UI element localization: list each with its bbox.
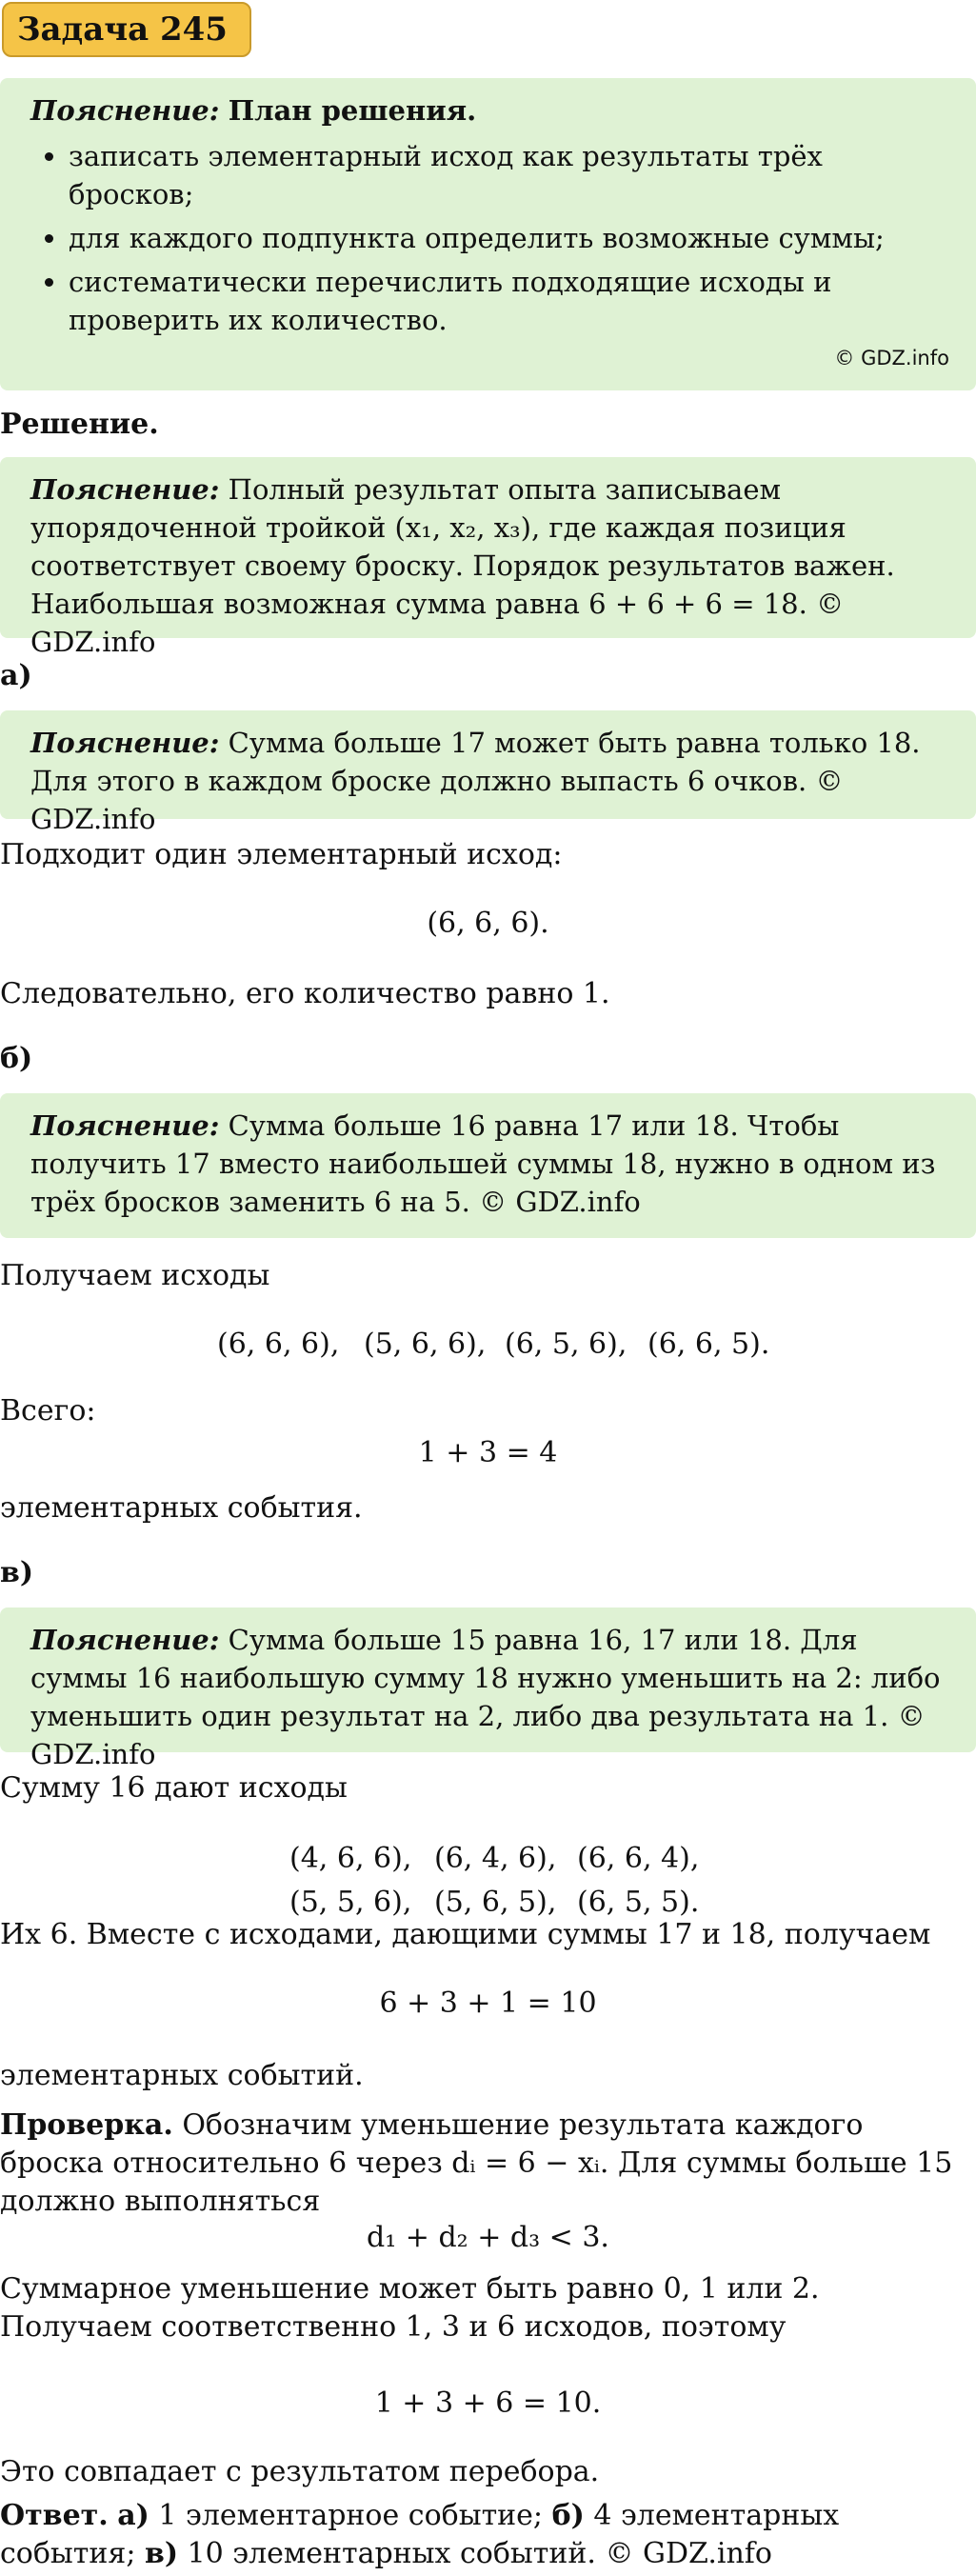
part-c-note-text: Сумма больше 15 равна 16, 17 или 18. Для суммы 16 наибольшую сумму 18 нужно уменьшить на 2: либо уменьшить один результат на 2, либо два результата на 1. © GDZ.info xyxy=(30,1624,941,1770)
intro-note-lead: Пояснение: xyxy=(30,473,220,506)
check-lead: Проверка. xyxy=(0,2108,173,2142)
part-b-outcome: (6, 6, 5). xyxy=(647,1328,770,1361)
part-c-formula: 6 + 3 + 1 = 10 xyxy=(379,1987,597,2020)
answer-c-text: 10 элементарных событий. © GDZ.info xyxy=(178,2537,772,2570)
check-text1: Обозначим уменьшение результата каждого броска относительно 6 через dᵢ = 6 − xᵢ. Для суммы больше 15 должно выполняться xyxy=(0,2108,953,2218)
check-formula2: 1 + 3 + 6 = 10. xyxy=(374,2386,602,2420)
part-a-formula: (6, 6, 6). xyxy=(427,907,549,940)
part-b-note-lead: Пояснение: xyxy=(30,1109,220,1142)
plan-item: • записать элементарный исход как результаты трёх бросков; xyxy=(69,137,949,213)
part-a-line2: Следовательно, его количество равно 1. xyxy=(0,977,610,1010)
part-c-outcome: (6, 4, 6), xyxy=(434,1842,557,1875)
plan-list xyxy=(30,137,949,339)
part-c-outcome: (4, 6, 6), xyxy=(289,1842,412,1875)
answer-a-text: 1 элементарное событие; xyxy=(149,2499,544,2532)
part-a-note xyxy=(0,710,976,835)
answer-b-label: б) xyxy=(551,2499,585,2532)
plan-item: • для каждого подпункта определить возможные суммы; xyxy=(69,219,949,257)
part-b-note-text: Сумма больше 16 равна 17 или 18. Чтобы получить 17 вместо наибольшей суммы 18, нужно в одном из трёх бросков заменить 6 на 5. © GDZ.info xyxy=(30,1109,936,1218)
answer-paragraph xyxy=(0,2497,976,2573)
part-a-label: а) xyxy=(0,659,32,692)
answer-a-label: а) xyxy=(117,2499,149,2532)
part-c-note xyxy=(0,1608,976,1770)
plan-item: • систематически перечислить подходящие исходы и проверить их количество. xyxy=(69,263,949,339)
part-c-line3: элементарных событий. xyxy=(0,2059,364,2092)
part-b-outcome: (6, 6, 6), xyxy=(217,1328,340,1361)
plan-heading: План решения. xyxy=(228,94,477,127)
plan-lead: Пояснение: xyxy=(30,94,220,127)
part-c-line1: Сумму 16 дают исходы xyxy=(0,1771,348,1805)
part-b-outcome: (5, 6, 6), xyxy=(364,1328,487,1361)
answer-lead: Ответ. xyxy=(0,2499,109,2532)
check-text2: Суммарное уменьшение может быть равно 0, 1 или 2. Получаем соответственно 1, 3 и 6 исходов, поэтому xyxy=(0,2272,820,2344)
answer-b-text: 4 элементарных события; xyxy=(0,2499,840,2570)
part-c-line2: Их 6. Вместе с исходами, дающими суммы 17 и 18, получаем xyxy=(0,1918,931,1951)
solution-heading: Решение. xyxy=(0,408,159,441)
part-c-outcome: (5, 5, 6), xyxy=(289,1886,412,1919)
check-formula1: d₁ + d₂ + d₃ < 3. xyxy=(367,2221,609,2254)
intro-note xyxy=(0,457,976,658)
part-b-label: б) xyxy=(0,1042,33,1075)
plan-note xyxy=(0,78,976,390)
answer-c-label: в) xyxy=(144,2537,179,2570)
intro-note-text: Полный результат опыта записываем упорядоченной тройкой (x₁, x₂, x₃), где каждая позиция соответствует своему броску. Порядок результатов важен. Наибольшая возможная сумма равна 6 + 6 + 6 = 18. © GDZ.info xyxy=(30,473,895,658)
part-b-total-label: Всего: xyxy=(0,1394,96,1428)
part-a-line1: Подходит один элементарный исход: xyxy=(0,838,563,871)
part-b-line2: элементарных события. xyxy=(0,1491,363,1525)
part-a-note-text: Сумма больше 17 может быть равна только 18. Для этого в каждом броске должно выпасть 6 очков. © GDZ.info xyxy=(30,727,921,835)
part-c-outcome: (6, 6, 4), xyxy=(577,1842,700,1875)
part-b-total-formula: 1 + 3 = 4 xyxy=(418,1436,558,1469)
part-c-label: в) xyxy=(0,1556,34,1589)
check-text3: Это совпадает с результатом перебора. xyxy=(0,2455,600,2488)
part-c-note-lead: Пояснение: xyxy=(30,1624,220,1656)
part-b-outcome: (6, 5, 6), xyxy=(505,1328,627,1361)
part-b-note xyxy=(0,1093,976,1238)
check-paragraph xyxy=(0,2107,976,2221)
task-title: Задача 245 xyxy=(2,2,251,57)
part-c-outcome: (6, 5, 5). xyxy=(577,1886,700,1919)
part-c-outcome: (5, 6, 5), xyxy=(434,1886,557,1919)
part-a-note-lead: Пояснение: xyxy=(30,727,220,759)
part-b-line1: Получаем исходы xyxy=(0,1259,270,1292)
plan-copyright: © GDZ.info xyxy=(834,347,949,369)
